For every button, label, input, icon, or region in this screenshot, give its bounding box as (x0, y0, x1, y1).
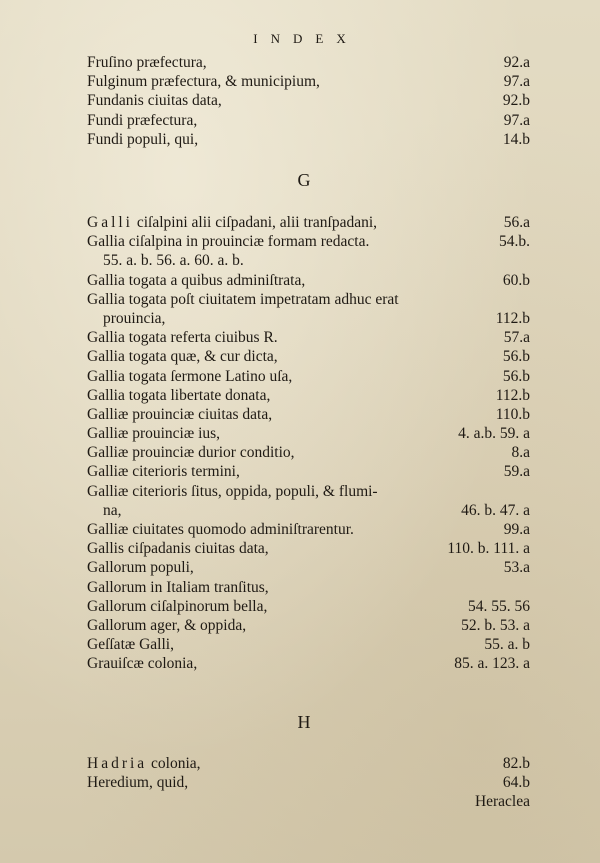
entry-text: Gallia togata a quibus adminiſtrata, (87, 271, 306, 289)
entry-text: Gallia togata libertate donata, (87, 386, 271, 404)
index-entry (87, 290, 530, 309)
index-entry (87, 213, 530, 232)
entry-rest: ciſalpini alii ciſpadani, alii tranſpadani, (133, 214, 378, 231)
entry-page-ref: 57.a (503, 329, 530, 347)
entry-text: Gallorum ciſalpinorum bella, (87, 597, 268, 615)
entry-page-ref: 85. a. 123. a (454, 655, 530, 673)
entry-page-ref: 64.b (502, 774, 530, 792)
index-entry (87, 386, 530, 405)
entry-page-ref: 112.b (495, 386, 530, 404)
entry-rest: colonia, (147, 755, 201, 772)
entry-page-ref: 56.b (502, 348, 530, 366)
entry-text: Galliæ citerioris ſitus, oppida, populi, & flumi- (87, 482, 378, 500)
entry-text: Fundanis ciuitas data, (87, 92, 222, 110)
entry-text: Gallia togata poſt ciuitatem impetratam adhuc erat (87, 290, 399, 308)
entry-text: Heredium, quid, (87, 774, 189, 792)
entry-text: Fundi præfectura, (87, 111, 198, 129)
index-entry (87, 251, 530, 270)
index-entry (87, 309, 530, 328)
index-entry (87, 616, 530, 635)
index-list-h (87, 754, 530, 792)
entry-text: Galliæ prouinciæ ciuitas data, (87, 405, 273, 423)
entry-page-ref: 4. a.b. 59. a (458, 425, 530, 443)
entry-text: Gallia togata referta ciuibus R. (87, 329, 278, 347)
index-entry (87, 462, 530, 481)
entry-page-ref: 112.b (495, 309, 530, 327)
index-entry (87, 405, 530, 424)
entry-text: Gallis ciſpadanis ciuitas data, (87, 540, 269, 558)
index-list-g (87, 213, 530, 674)
index-entry (87, 130, 530, 149)
entry-page-ref: 53.a (503, 559, 530, 577)
entry-page-ref: 97.a (503, 73, 530, 91)
index-entry (87, 539, 530, 558)
entry-page-ref: 54.b. (499, 233, 530, 251)
entry-page-ref: 8.a (511, 444, 530, 462)
entry-text (87, 213, 377, 232)
index-list-f (87, 53, 530, 149)
entry-text: Galliæ prouinciæ durior conditio, (87, 444, 295, 462)
index-entry (87, 520, 530, 539)
index-entry (87, 111, 530, 130)
entry-page-ref: 55. a. b (484, 636, 530, 654)
entry-page-ref: 110. b. 111. a (447, 540, 530, 558)
index-entry (87, 53, 530, 72)
index-entry (87, 597, 530, 616)
running-header: INDEX (253, 31, 359, 46)
entry-page-ref: 110.b (495, 405, 530, 423)
entry-text: Gallia togata quæ, & cur dicta, (87, 348, 278, 366)
entry-lead-word: Galli (87, 214, 133, 231)
index-entry (87, 328, 530, 347)
index-entry (87, 367, 530, 386)
entry-page-ref: 56.a (503, 214, 530, 231)
section-letter-h: H (297, 712, 311, 732)
entry-page-ref: 14.b (502, 130, 530, 148)
index-entry (87, 654, 530, 673)
index-entry (87, 91, 530, 110)
index-entry (87, 754, 530, 773)
entry-page-ref: 92.a (503, 54, 530, 71)
index-entry (87, 443, 530, 462)
entry-page-ref: 52. b. 53. a (461, 616, 530, 634)
index-entry (87, 424, 530, 443)
entry-text: Gallia togata ſermone Latino uſa, (87, 367, 293, 385)
entry-text: Galliæ ciuitates quomodo adminiſtrarentur. (87, 521, 354, 538)
section-letter-g: G (297, 170, 311, 190)
entry-page-ref: 92.b (502, 92, 530, 110)
entry-page-ref: 46. b. 47. a (461, 501, 530, 519)
entry-text: Gallorum in Italiam tranſitus, (87, 578, 269, 596)
index-entry (87, 558, 530, 577)
entry-page-ref: 99.a (503, 521, 530, 538)
entry-text (87, 754, 201, 773)
entry-text: prouincia, (103, 309, 166, 327)
index-entry (87, 271, 530, 290)
index-entry (87, 482, 530, 501)
index-entry (87, 72, 530, 91)
entry-lead-word: Hadria (87, 755, 148, 772)
entry-page-ref: 60.b (502, 271, 530, 289)
entry-text: na, (103, 501, 122, 519)
entry-text: Gallorum populi, (87, 559, 194, 577)
entry-text: Fruſino præfectura, (87, 54, 207, 71)
entry-text: Fundi populi, qui, (87, 130, 199, 148)
index-entry (87, 347, 530, 366)
entry-text: Galliæ prouinciæ ius, (87, 425, 221, 443)
entry-text: Gallia ciſalpina in prouinciæ formam redacta. (87, 233, 370, 251)
index-entry (87, 232, 530, 251)
index-entry (87, 635, 530, 654)
entry-text: Grauiſcæ colonia, (87, 655, 198, 673)
entry-text: 55. a. b. 56. a. 60. a. b. (103, 252, 244, 270)
catchword: Heraclea (474, 793, 530, 810)
index-entry (87, 773, 530, 792)
entry-page-ref: 97.a (503, 111, 530, 129)
index-entry (87, 578, 530, 597)
entry-page-ref: 54. 55. 56 (468, 597, 530, 615)
entry-text: Fulginum præfectura, & municipium, (87, 73, 320, 91)
entry-page-ref: 59.a (503, 463, 530, 481)
index-entry (87, 501, 530, 520)
entry-page-ref: 82.b (502, 755, 530, 772)
entry-text: Galliæ citerioris termini, (87, 463, 240, 481)
entry-text: Gallorum ager, & oppida, (87, 616, 247, 634)
entry-page-ref: 56.b (502, 367, 530, 385)
entry-text: Geſſatæ Galli, (87, 636, 174, 654)
